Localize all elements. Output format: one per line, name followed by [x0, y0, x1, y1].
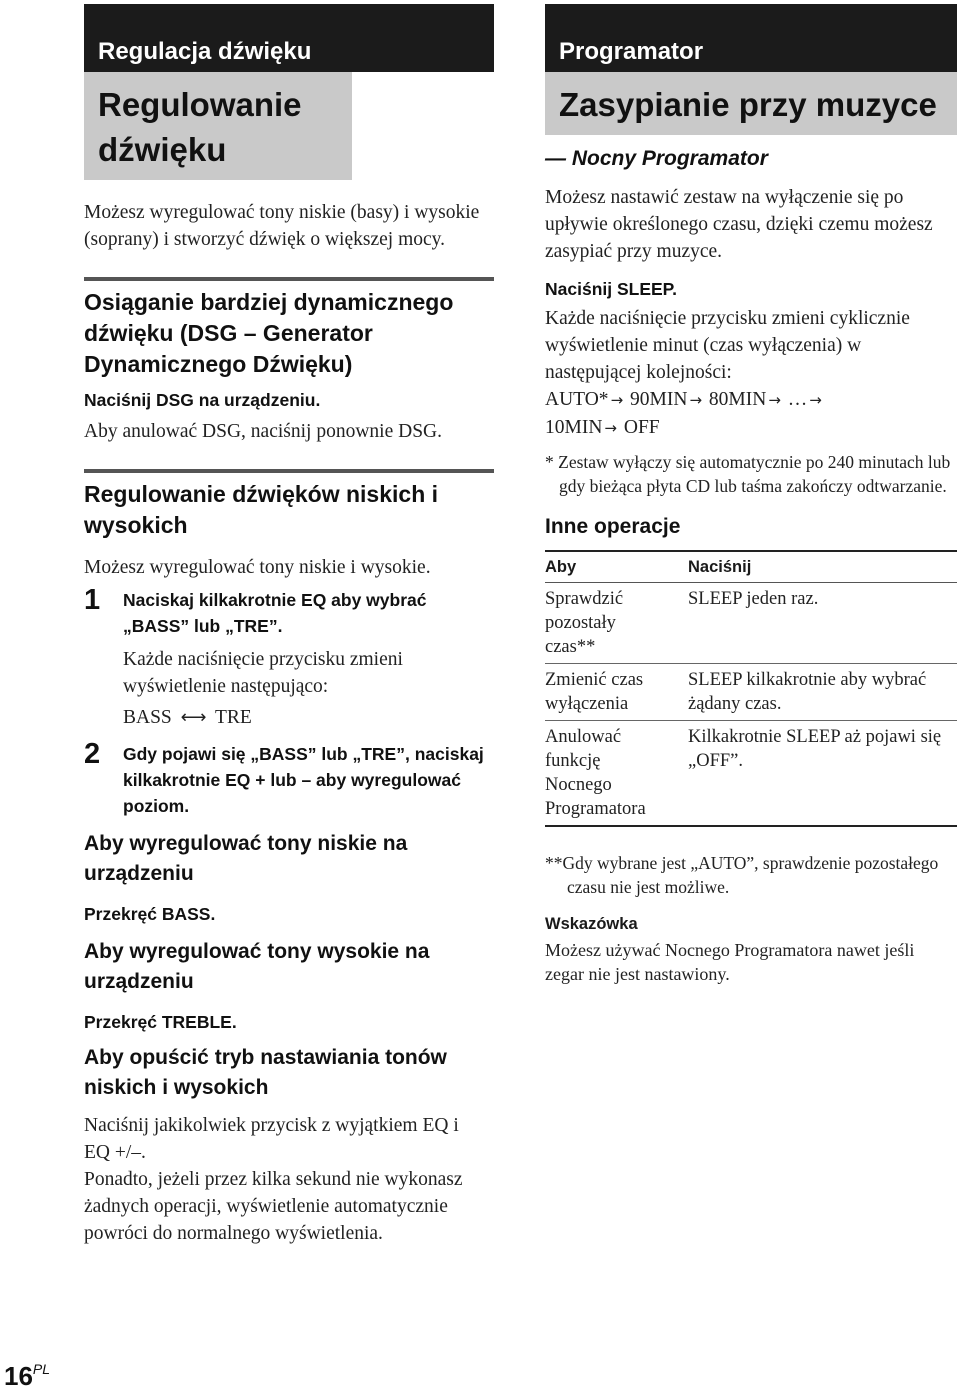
table-cell: SLEEP kilkakrotnie aby wybrać żądany czas. [688, 664, 957, 721]
arrow-right-icon: → [809, 391, 822, 409]
exit-heading: Aby opuścić tryb nastawiania tonów niskich i wysokich [84, 1046, 447, 1099]
sleep-sequence [545, 386, 905, 442]
step-number: 1 [84, 584, 101, 616]
divider [84, 277, 494, 281]
other-ops-heading: Inne operacje [545, 515, 681, 538]
seq-item: 80MIN [708, 389, 767, 410]
seq-item: AUTO* [545, 389, 609, 410]
column-header: Naciśnij [688, 551, 957, 583]
seq-item: OFF [623, 417, 660, 438]
step-instruction: Gdy pojawi się „BASS” lub „TRE”, naciskaj kilkakrotnie EQ + lub – aby wyregulować poziom. [123, 744, 484, 816]
arrow-right-icon: → [610, 391, 624, 409]
eq-heading: Regulowanie dźwięków niskich i wysokich [84, 481, 439, 538]
bass-tre-sequence [123, 704, 494, 731]
operations-table [545, 550, 957, 827]
divider [84, 469, 494, 473]
step-number: 2 [84, 738, 101, 770]
left-column [84, 4, 494, 1247]
eq-intro: Możesz wyregulować tony niskie i wysokie. [84, 557, 431, 578]
section-label: Regulacja dźwięku [84, 4, 494, 72]
dsg-heading: Osiąganie bardziej dynamicznego dźwięku (DSG – Generator Dynamicznego Dźwięku) [84, 289, 454, 377]
seq-item: … [787, 389, 808, 410]
treble-device-heading: Aby wyregulować tony wysokie na urządzeniu [84, 940, 430, 993]
table-cell: Sprawdzić pozostały czas** [545, 583, 688, 664]
arrow-right-icon: → [768, 391, 781, 409]
subtitle: — Nocny Programator [545, 147, 768, 170]
arrow-right-icon: → [689, 391, 703, 409]
exit-text-1: Naciśnij jakikolwiek przycisk z wyjątkiem EQ i EQ +/–. [84, 1115, 459, 1163]
bass-device-instruction: Przekręć BASS. [84, 904, 216, 924]
table-row [545, 583, 957, 664]
step-2 [84, 738, 494, 819]
sleep-instruction: Naciśnij SLEEP. [545, 279, 677, 299]
table-row [545, 721, 957, 827]
seq-item: 10MIN [545, 417, 603, 438]
section-label: Programator [545, 4, 957, 72]
tip-label: Wskazówka [545, 915, 638, 933]
page-lang: PL [32, 1361, 51, 1377]
seq-tre: TRE [215, 707, 252, 728]
intro-text: Możesz wyregulować tony niskie (basy) i wysokie (soprany) i stworzyć dźwięk o większej mocy. [84, 202, 480, 250]
footnote: * Zestaw wyłączy się automatycznie po 240 minutach lub gdy bieżąca płyta CD lub taśma zakończy odtwarzanie. [545, 452, 951, 496]
footnote-2: **Gdy wybrane jest „AUTO”, sprawdzenie pozostałego czasu nie jest możliwe. [545, 853, 939, 897]
step-instruction: Naciskaj kilkakrotnie EQ aby wybrać „BASS” lub „TRE”. [123, 590, 427, 636]
intro-text: Możesz nastawić zestaw na wyłączenie się po upływie określonego czasu, dzięki czemu możesz zasypiać przy muzyce. [545, 187, 933, 262]
seq-bass: BASS [123, 707, 172, 728]
treble-device-instruction: Przekręć TREBLE. [84, 1012, 237, 1032]
page-number-value: 16 [4, 1361, 33, 1391]
table-cell: SLEEP jeden raz. [688, 583, 957, 664]
column-header: Aby [545, 551, 688, 583]
table-cell: Anulować funkcję Nocnego Programatora [545, 721, 688, 827]
step-1 [84, 584, 494, 731]
exit-text-2: Ponadto, jeżeli przez kilka sekund nie wykonasz żadnych operacji, wyświetlenie automatycznie powróci do normalnego wyświetlenia. [84, 1169, 463, 1244]
right-column [545, 4, 957, 986]
page-title: Zasypianie przy muzyce [545, 72, 957, 135]
seq-item: 90MIN [630, 389, 688, 410]
page-number [4, 1361, 50, 1392]
tip-text: Możesz używać Nocnego Programatora nawet jeśli zegar nie jest nastawiony. [545, 940, 915, 984]
bass-device-heading: Aby wyregulować tony niskie na urządzeniu [84, 832, 408, 885]
table-cell: Kilkakrotnie SLEEP aż pojawi się „OFF”. [688, 721, 957, 827]
table-row [545, 664, 957, 721]
double-arrow-icon: ⟷ [180, 707, 207, 728]
arrow-right-icon: → [604, 419, 617, 437]
step-text: Każde naciśnięcie przycisku zmieni wyświetlenie następująco: [123, 649, 403, 697]
sleep-text: Każde naciśnięcie przycisku zmieni cyklicznie wyświetlenie minut (czas wyłączenia) w następującej kolejności: [545, 308, 910, 383]
dsg-instruction: Naciśnij DSG na urządzeniu. [84, 390, 321, 410]
dsg-text: Aby anulować DSG, naciśnij ponownie DSG. [84, 421, 442, 442]
table-cell: Zmienić czas wyłączenia [545, 664, 688, 721]
page-title: Regulowanie dźwięku [84, 72, 352, 180]
